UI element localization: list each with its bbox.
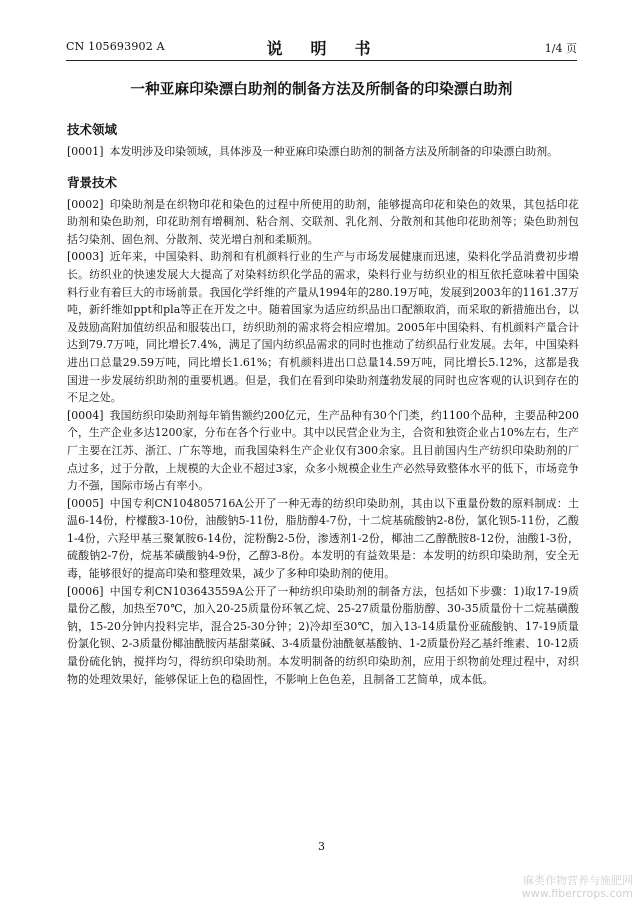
page-number: 3	[318, 840, 325, 853]
patent-number: CN 105693902 A	[66, 40, 165, 53]
section-background	[67, 173, 579, 689]
paragraph	[67, 196, 579, 249]
watermark-url: www.fibercrops.com	[521, 887, 633, 900]
paragraph-text: 印染助剂是在织物印花和染色的过程中所使用的助剂，能够提高印花和染色的效果，其包括印花助剂和染色助剂，印花助剂有增稠剂、粘合剂、交联剂、乳化剂、分散剂和其他印花助剂等；染色助剂包括匀染剂、固色剂、分散剂、荧光增白剂和柔顺剂。	[67, 197, 579, 246]
paragraph-number: [0005]	[67, 496, 104, 510]
paragraph-text: 中国专利CN103643559A公开了一种纺织印染助剂的制备方法，包括如下步骤：1)取17-19质量份乙酸，加热至70℃，加入20-25质量份环氧乙烷、25-27质量份脂肪醇、30-35质量份十二烷基磺酸钠，15-20分钟内投料完毕，混合25-30分钟；2)冷却至30℃，加入13-14质量份亚硫酸钠、17-19质量份氯化钡、2-3质量份椰油酰胺丙基甜菜碱、3-4质量份油酰氨基酸钠、1-2质量份羟乙基纤维素、10-12质量份硫化钠，搅拌均匀，得纺织印染助剂。本发明制备的纺织印染助剂，应用于织物前处理过程中，对织物的处理效果好，能够保证上色的稳固性，不影响上色色差，且制备工艺简单，成本低。	[67, 584, 579, 686]
section-heading: 背景技术	[67, 174, 118, 190]
document-title: 一种亚麻印染漂白助剂的制备方法及所制备的印染漂白助剂	[130, 81, 513, 98]
paragraph-number: [0002]	[67, 197, 104, 211]
watermark	[522, 874, 633, 900]
document-type: 说 明 书	[266, 39, 377, 58]
paragraph	[67, 583, 579, 689]
paragraph	[67, 143, 579, 161]
section-heading: 技术领域	[67, 122, 118, 137]
paragraph	[67, 407, 579, 495]
paragraph-number: [0003]	[67, 250, 104, 264]
watermark-site-name: 麻类作物营养与施肥网	[523, 874, 633, 887]
paragraph	[67, 248, 579, 406]
paragraph-text: 我国纺织印染助剂每年销售额约200亿元，生产品种有30个门类，约1100个品种，主要品种200个，生产企业多达1200家，分布在各个行业中。其中以民营企业为主，合资和独资企业占10%左右，生产厂主要在江苏、浙江、广东等地，而我国染料生产企业仅有300余家。且目前国内生产纺织印染助剂的厂点过多，过于分散，上规模的大企业不超过3家，众多小规模企业生产必然导致整体水平的低下，市场竞争力不强，国际市场占有率小。	[67, 408, 579, 493]
page-header	[66, 36, 577, 61]
paragraph-number: [0004]	[67, 408, 104, 422]
paragraph-text: 近年来，中国染料、助剂和有机颜料行业的生产与市场发展健康而迅速，染料化学品消费初步增长。纺织业的快速发展大大提高了对染料纺织化学品的需求，染料行业与纺织业的相互依托意味着中国染料行业有着巨大的市场前景。我国化学纤维的产量从1994年的280.19万吨，发展到2003年的1161.37万吨，新纤维如ppt和pla等正在开发之中。随着国家为适应纺织品出口配额取消，而采取的新措施出台，以及鼓励高附加值纺织品和服装出口，纺织助剂的需求将会相应增加。2005年中国染料、有机颜料产量合计达到79.7万吨，同比增长7.4%，满足了国内纺织品需求的同时也推动了纺织品行业发展。去年，中国染料进出口总量29.59万吨，同比增长1.61%；有机颜料进出口总量14.59万吨，同比增长5.12%，这都是我国进一步发展纺织助剂的重要机遇。但是，我们在看到印染助剂蓬勃发展的同时也应客观的认识到存在的不足之处。	[67, 250, 579, 405]
page-info: 1/4 页	[544, 42, 577, 55]
paragraph-text: 中国专利CN104805716A公开了一种无毒的纺织印染助剂，其由以下重量份数的原料制成：土温6-14份，柠檬酸3-10份，油酸钠5-11份，脂肪醇4-7份，十二烷基硫酸钠2-8份，氯化钡5-11份，乙酸1-4份，六羟甲基三聚氰胺6-14份，淀粉酶2-5份，渗透剂1-2份，椰油二乙醇酰胺8-12份，油酸1-3份，硫酸钠2-7份，烷基苯磺酸钠4-9份，乙醇3-8份。本发明的有益效果是：本发明的纺织印染助剂，安全无毒，能够很好的提高印染和整理效果，减少了多种印染助剂的使用。	[67, 496, 579, 581]
document-body	[67, 120, 579, 688]
paragraph	[67, 495, 579, 583]
section-technical-field	[67, 120, 579, 161]
paragraph-text: 本发明涉及印染领域，具体涉及一种亚麻印染漂白助剂的制备方法及所制备的印染漂白助剂。	[109, 145, 559, 158]
paragraph-number: [0006]	[67, 584, 104, 598]
paragraph-number: [0001]	[67, 145, 104, 158]
